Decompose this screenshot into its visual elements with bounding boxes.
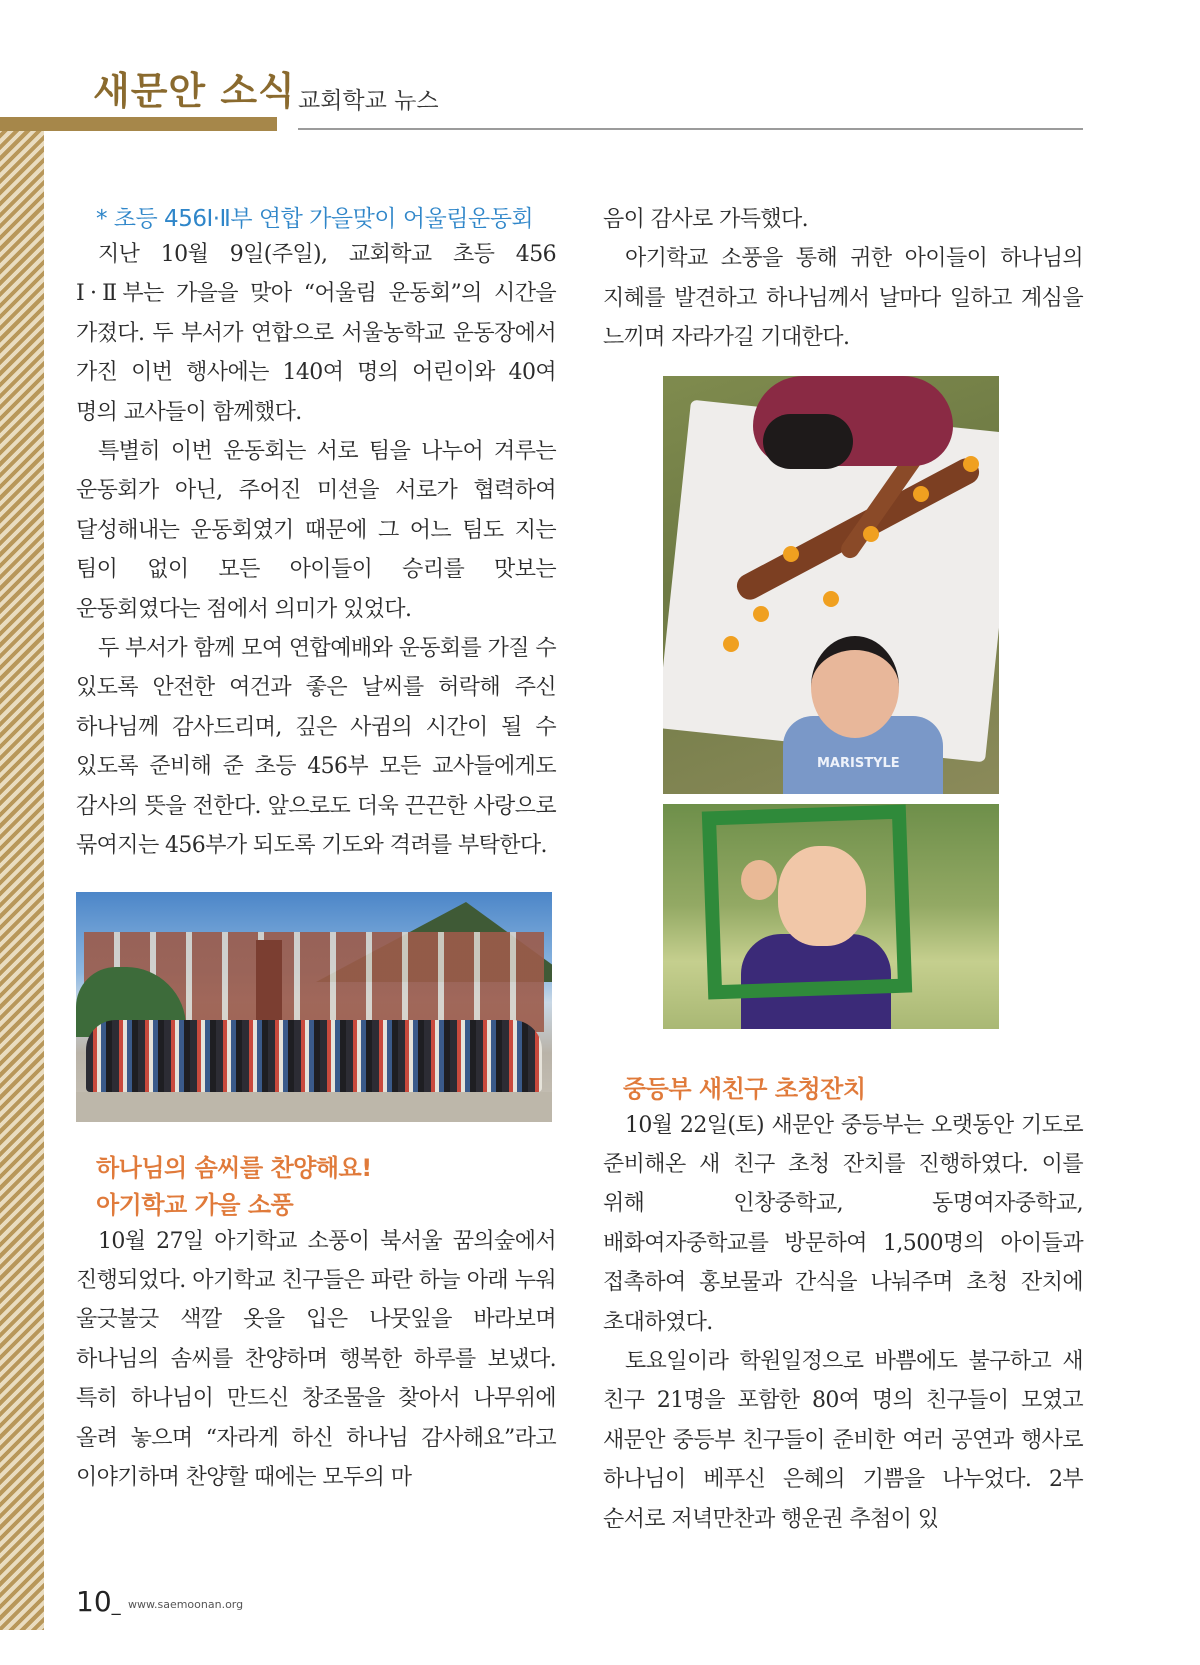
header-divider xyxy=(298,128,1083,130)
shirt-print: MARISTYLE xyxy=(817,755,900,771)
decorative-side-stripe xyxy=(0,122,44,1630)
page-number: 10_ xyxy=(76,1585,121,1618)
article-paragraph: 10월 27일 아기학교 소풍이 북서울 꿈의숲에서 진행되었다. 아기학교 친구들은 파란 하늘 아래 누워 울긋불긋 색깔 옷을 입은 나뭇잎을 바라보며 하나님의 솜씨를 찬양하며 행복한 하루를 보냈다. 특히 하나님이 만드신 창조물을 찾아서 나무위에 올려 놓으며 “자라게 하신 하나님 감사해요”라고 이야기하며 찬양할 때에는 모두의 마 xyxy=(76,1228,556,1490)
article-heading-new-friends: 중등부 새친구 초청잔치 xyxy=(623,1074,866,1103)
school-group-photo xyxy=(76,892,552,1122)
article-paragraph: 두 부서가 함께 모여 연합예배와 운동회를 가질 수 있도록 안전한 여건과 좋은 날씨를 허락해 주신 하나님께 감사드리며, 깊은 사귐의 시간이 될 수 있도록 준비해 준 초등 456부 모든 교사들에게도 감사의 뜻을 전한다. 앞으로도 더욱 끈끈한 사랑으로 묶여지는 456부가 되도록 기도와 격려를 부탁한다. xyxy=(76,636,556,859)
article-paragraph: 아기학교 소풍을 통해 귀한 아이들이 하나님의 지혜를 발견하고 하나님께서 날마다 일하고 계심을 느끼며 자라가길 기대한다. xyxy=(603,246,1083,351)
toddler-frame-photo xyxy=(663,804,999,1029)
article-paragraph: 10월 22일(토) 새문안 중등부는 오랫동안 기도로 준비해온 새 친구 초청 잔치를 진행하였다. 이를 위해 인창중학교, 동명여자중학교, 배화여자중학교를 방문하여 1,500명의 아이들과 접촉하여 홍보물과 간식을 나눠주며 초청 잔치에 초대하였다. xyxy=(603,1112,1083,1335)
article-heading-sports-day: * 초등 456Ⅰ·Ⅱ부 연합 가을맞이 어울림운동회 xyxy=(96,206,534,232)
article-heading-picnic-line1: 하나님의 솜씨를 찬양해요! xyxy=(96,1153,372,1182)
footer-url[interactable]: www.saemoonan.org xyxy=(128,1598,244,1611)
article-heading-picnic-line2: 아기학교 가을 소풍 xyxy=(96,1190,294,1219)
footer-separator: _ xyxy=(111,1595,121,1616)
right-column xyxy=(603,200,1083,1539)
article-paragraph-continued: 음이 감사로 가득했다. xyxy=(603,207,809,232)
left-column xyxy=(76,200,556,1497)
article-paragraph: 특별히 이번 운동회는 서로 팀을 나누어 겨루는 운동회가 아닌, 주어진 미션을 서로가 협력하여 달성해내는 운동회였기 때문에 그 어느 팀도 지는 팀이 없이 모든 아이들이 승리를 맛보는 운동회였다는 점에서 의미가 있었다. xyxy=(76,439,556,622)
kids-leaf-art-photo xyxy=(663,376,999,794)
section-title: 새문안 소식 xyxy=(93,69,296,113)
article-paragraph: 토요일이라 학원일정으로 바쁨에도 불구하고 새 친구 21명을 포함한 80여 명의 친구들이 모였고 새문안 중등부 친구들이 준비한 여러 공연과 행사로 하나님이 베푸신 은혜의 기쁨을 나누었다. 2부 순서로 저녁만찬과 행운권 추첨이 있 xyxy=(603,1349,1083,1532)
section-subtitle: 교회학교 뉴스 xyxy=(298,88,439,114)
article-paragraph: 지난 10월 9일(주일), 교회학교 초등 456 Ⅰ·Ⅱ부는 가을을 맞아 “어울림 운동회”의 시간을 가졌다. 두 부서가 연합으로 서울농학교 운동장에서 가진 이번 행사에는 140여 명의 어린이와 40여 명의 교사들이 함께했다. xyxy=(76,242,556,425)
header-accent-bar xyxy=(0,117,277,131)
